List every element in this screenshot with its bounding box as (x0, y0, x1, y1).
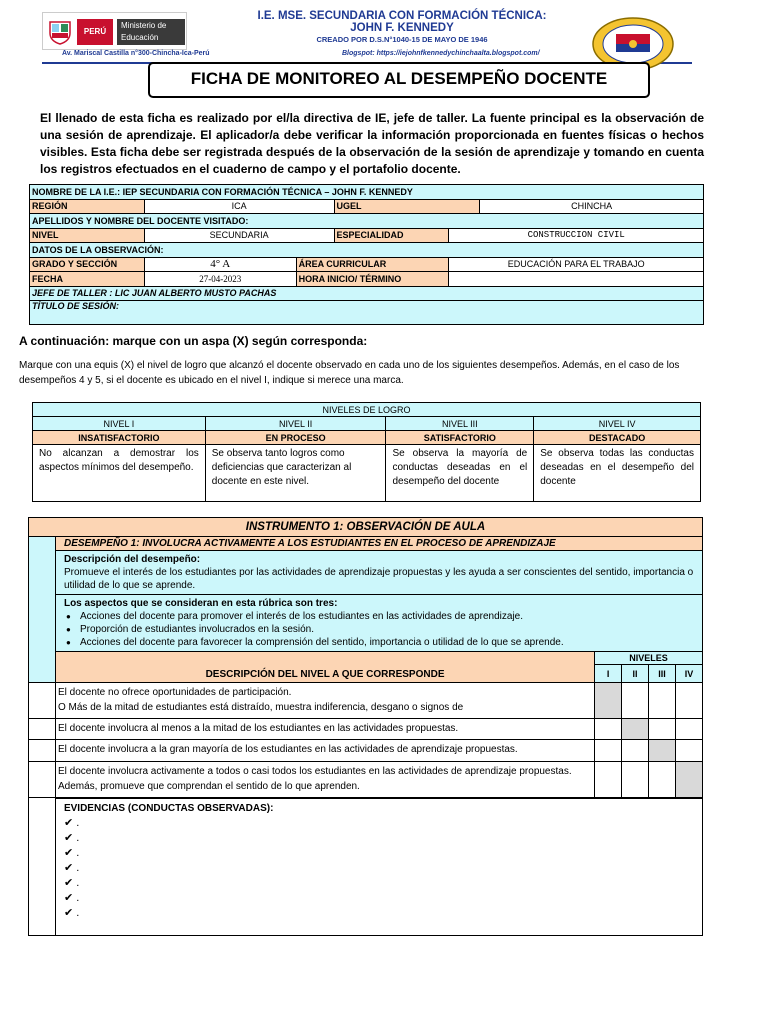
instrument-title: INSTRUMENTO 1: OBSERVACIÓN DE AULA (29, 518, 703, 537)
school-name (252, 10, 552, 44)
nivel-row-1-check-ii[interactable] (622, 683, 649, 719)
level-2-desc: Se observa tanto logros como deficiencias que caracterizan al docente en este nivel. (205, 445, 386, 502)
levels-title: NIVELES DE LOGRO (33, 403, 701, 417)
nivel-row-2-check-ii[interactable] (622, 719, 649, 740)
nivel-row-2-check-i[interactable] (595, 719, 622, 740)
desempeno-title: DESEMPEÑO 1: INVOLUCRA ACTIVAMENTE A LOS ESTUDIANTES EN EL PROCESO DE APRENDIZAJE (55, 537, 702, 551)
jefe-taller: JEFE DE TALLER : LIC JUAN ALBERTO MUSTO PACHAS (30, 286, 704, 301)
grado-label: GRADO Y SECCIÓN (30, 257, 145, 272)
region-value[interactable]: ICA (144, 199, 334, 214)
evidencia-item[interactable]: ✔ . (63, 906, 80, 919)
nivel-row-3-desc: El docente involucra a la gran mayoría de los estudiantes en las actividades de aprendizaje propuestas. (55, 740, 594, 762)
level-3-label: NIVEL III (386, 417, 534, 431)
aspectos-list (64, 610, 694, 649)
evidencias-list (64, 816, 694, 921)
aspectos-label: Los aspectos que se consideran en esta rúbrica son tres: (63, 598, 338, 609)
side-color-band (29, 537, 56, 683)
evidencias-block[interactable] (55, 798, 702, 936)
region-label: REGIÓN (30, 199, 145, 214)
grado-value[interactable]: 4° A (144, 257, 296, 272)
niveles-header: NIVELES (595, 652, 703, 665)
nivel-row-4-check-iii[interactable] (649, 762, 676, 798)
minedu-logo (42, 12, 187, 50)
nivel-row-3-check-ii[interactable] (622, 740, 649, 762)
descripcion-text: Promueve el interés de los estudiantes por las actividades de aprendizaje propuestas y les ayuda a ser conscientes del sentido, importancia o utilidad de lo que se aprende. (63, 567, 694, 591)
evidencia-item[interactable]: ✔ . (63, 831, 80, 844)
nivel-row-4-desc: El docente involucra activamente a todos o casi todos los estudiantes en las actividades de aprendizaje propuestas. Además, promueve que comprendan el sentido de lo que aprenden. (55, 762, 594, 798)
section-subheading: A continuación: marque con un aspa (X) según corresponda: (19, 334, 368, 348)
instructions-text: Marque con una equis (X) el nivel de logro que alcanzó el docente observado en cada uno de los siguientes desempeños. Además, en el caso de los desempeños 4 y 5, si el docente es ubicado en el nivel I, indique si merece una marca. (19, 360, 680, 386)
row-spacer (29, 740, 56, 762)
aspectos-block (55, 595, 702, 652)
area-value[interactable]: EDUCACIÓN PARA EL TRABAJO (449, 257, 704, 272)
minedu-label: Ministerio de Educación (117, 19, 185, 45)
nivel-row-2-check-iv[interactable] (675, 719, 702, 740)
nivel-row-4-check-ii[interactable] (622, 762, 649, 798)
area-label: ÁREA CURRICULAR (296, 257, 449, 272)
school-blog-link[interactable]: Blogspot: https://iejohnfkennedychinchaalta.blogspot.com/ (342, 50, 540, 57)
level-1-label: NIVEL I (33, 417, 206, 431)
school-line-1: I.E. MSE. SECUNDARIA CON FORMACIÓN TÉCNICA: (257, 10, 547, 22)
nivel-row-1-check-i[interactable] (595, 683, 622, 719)
nivel-row-4-check-i[interactable] (595, 762, 622, 798)
nivel-row-3-check-iii[interactable] (649, 740, 676, 762)
level-3-desc: Se observa la mayoría de conductas deseadas en el desempeño del docente (386, 445, 534, 502)
descripcion-block (55, 551, 702, 595)
descripcion-nivel-header: DESCRIPCIÓN DEL NIVEL A QUE CORRESPONDE (55, 652, 594, 683)
aspecto-item: ● Proporción de estudiantes involucrados en la sesión. (64, 623, 694, 636)
instrument-table (28, 517, 703, 936)
nivel-label: NIVEL (30, 228, 145, 243)
aspecto-item: ● Acciones del docente para favorecer la comprensión del sentido, importancia o utilidad de lo que se aprende. (64, 636, 694, 649)
nivel-row-2-check-iii[interactable] (649, 719, 676, 740)
ie-name: NOMBRE DE LA I.E.: IEP SECUNDARIA CON FORMACIÓN TÉCNICA – JOHN F. KENNEDY (30, 185, 704, 200)
titulo-sesion-label[interactable]: TÍTULO DE SESIÓN: (30, 301, 704, 325)
nivel-row-3-check-i[interactable] (595, 740, 622, 762)
fecha-value[interactable]: 27-04-2023 (144, 272, 296, 287)
peru-shield-icon (47, 19, 73, 45)
evidencia-item[interactable]: ✔ . (63, 861, 80, 874)
level-3-name: SATISFACTORIO (386, 431, 534, 445)
nivel-row-1-check-iii[interactable] (649, 683, 676, 719)
nivel-value[interactable]: SECUNDARIA (144, 228, 334, 243)
evidencia-item[interactable]: ✔ . (63, 816, 80, 829)
level-4-name: DESTACADO (534, 431, 701, 445)
letterhead (42, 10, 692, 60)
nivel-row-1-check-iv[interactable] (675, 683, 702, 719)
hora-value[interactable] (449, 272, 704, 287)
row-spacer (29, 762, 56, 798)
intro-paragraph: El llenado de esta ficha es realizado por el/la directiva de IE, jefe de taller. La fuente principal es la observación de una sesión de aprendizaje. El aplicador/a debe verificar la información proporcionada en fuentes físicas o hechos visibles. Esta ficha debe ser registrada después de la observación de la sesión de aprendizaje y tomando en cuenta los registros efectuados en el cuaderno de campo y el portafolio docente. (40, 111, 704, 176)
evidencia-item[interactable]: ✔ . (63, 876, 80, 889)
nivel-col-iv: IV (675, 665, 702, 683)
especialidad-value[interactable]: CONSTRUCCION CIVIL (449, 228, 704, 243)
level-1-name: INSATISFACTORIO (33, 431, 206, 445)
nivel-row-2-desc: El docente involucra al menos a la mitad de los estudiantes en las actividades propuestas. (55, 719, 594, 740)
nivel-row-4-check-iv[interactable] (675, 762, 702, 798)
general-info-table (29, 184, 704, 325)
datos-observacion-label: DATOS DE LA OBSERVACIÓN: (30, 243, 704, 258)
school-address: Av. Mariscal Castilla n°300-Chincha-Ica-Perú (62, 50, 210, 57)
docente-label: APELLIDOS Y NOMBRE DEL DOCENTE VISITADO: (30, 214, 704, 229)
nivel-col-i: I (595, 665, 622, 683)
level-4-desc: Se observa todas las conductas deseadas en el desempeño del docente (534, 445, 701, 502)
evidencia-item[interactable]: ✔ . (63, 891, 80, 904)
ugel-value[interactable]: CHINCHA (480, 199, 704, 214)
level-1-desc: No alcanzan a demostrar los aspectos mínimos del desempeño. (33, 445, 206, 502)
level-4-label: NIVEL IV (534, 417, 701, 431)
level-2-label: NIVEL II (205, 417, 386, 431)
row-spacer (29, 798, 56, 936)
page-title: FICHA DE MONITOREO AL DESEMPEÑO DOCENTE (148, 62, 650, 98)
especialidad-label: ESPECIALIDAD (334, 228, 449, 243)
school-line-2: JOHN F. KENNEDY (350, 22, 454, 34)
evidencias-label: EVIDENCIAS (CONDUCTAS OBSERVADAS): (63, 802, 274, 814)
nivel-row-3-check-iv[interactable] (675, 740, 702, 762)
nivel-col-iii: III (649, 665, 676, 683)
hora-label: HORA INICIO/ TÉRMINO (296, 272, 449, 287)
nivel-col-ii: II (622, 665, 649, 683)
nivel-row-1-desc: El docente no ofrece oportunidades de participación. O Más de la mitad de estudiantes está distraído, muestra indiferencia, desgano o signos de (55, 683, 594, 719)
fecha-label: FECHA (30, 272, 145, 287)
row-spacer (29, 719, 56, 740)
row-spacer (29, 683, 56, 719)
ugel-label: UGEL (334, 199, 480, 214)
level-2-name: EN PROCESO (205, 431, 386, 445)
descripcion-label: Descripción del desempeño: (63, 554, 201, 565)
aspecto-item: ● Acciones del docente para promover el interés de los estudiantes en las actividades de aprendizaje. (64, 610, 694, 623)
levels-table (32, 402, 701, 502)
evidencia-item[interactable]: ✔ . (63, 846, 80, 859)
peru-label: PERÚ (77, 19, 113, 45)
school-line-3: CREADO POR D.S.N°1040-15 DE MAYO DE 1946 (316, 35, 488, 44)
